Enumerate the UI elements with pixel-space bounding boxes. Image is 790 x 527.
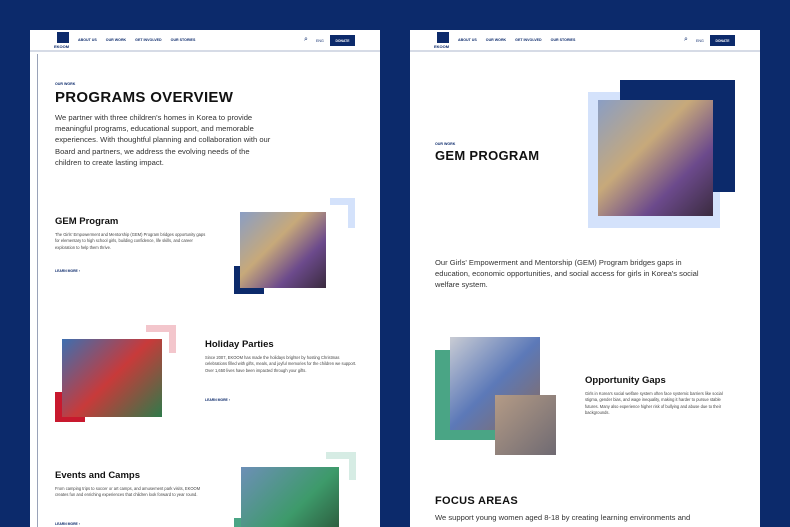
top-nav: [30, 30, 380, 52]
intro-text: We partner with three children's homes in Korea to provide meaningful programs, educational support, and memorable experiences. With thoughtful planning and collaboration with our Board and partners, we address the evolving needs of the children to create lasting impact.: [55, 113, 271, 167]
page-title: GEM PROGRAM: [435, 148, 540, 163]
decor-corner: [330, 198, 355, 228]
search-icon[interactable]: ⌕: [304, 36, 308, 43]
logo-text: EKOOM: [54, 44, 70, 49]
nav-about-us[interactable]: ABOUT US: [78, 38, 97, 42]
section-body: The Girls' Empowerment and Mentorship (GEM) Program bridges opportunity gaps for elementary to high school girls, building confidence, life skills, and career exploration to help them thrive.: [55, 232, 206, 250]
top-nav: [410, 30, 760, 52]
section-title: Holiday Parties: [205, 339, 274, 350]
intro-text: Our Girls' Empowerment and Mentorship (GEM) Program bridges gaps in education, economic opportunities, and social access for girls in Korea's social welfare system.: [435, 258, 699, 290]
section-body: Since 2007, EKOOM has made the holidays brighter by hosting Christmas celebrations filled with gifts, meals, and joyful memories for the children we support. Over 1,650 lives have been impacted through your gifts.: [205, 355, 357, 373]
holiday-party-photo: [62, 339, 162, 417]
donate-button[interactable]: DONATE: [710, 35, 735, 46]
search-icon[interactable]: ⌕: [684, 36, 688, 43]
logo-text: EKOOM: [434, 44, 450, 49]
gem-hero-photo: [598, 100, 713, 216]
nav-get-involved[interactable]: GET INVOLVED: [135, 38, 162, 42]
language-selector[interactable]: ENG: [696, 39, 704, 43]
nav-about-us[interactable]: ABOUT US: [458, 38, 477, 42]
nav-get-involved[interactable]: GET INVOLVED: [515, 38, 542, 42]
learn-more-link[interactable]: LEARN MORE ›: [205, 398, 230, 402]
focus-areas-text: We support young women aged 8-18 by creating learning environments and: [435, 513, 691, 522]
nav-our-stories[interactable]: OUR STORIES: [550, 38, 576, 42]
gem-program-photo: [240, 212, 326, 288]
section-body: From camping trips to soccer or art camps, and amusement park visits, EKOOM creates fun and enriching experiences that children look forward to year round.: [55, 486, 201, 498]
ekoom-logo[interactable]: [57, 32, 69, 43]
eyebrow: OUR WORK: [55, 82, 76, 86]
page-border: [37, 54, 38, 527]
eyebrow: OUR WORK: [435, 142, 456, 146]
nav-our-work[interactable]: OUR WORK: [105, 38, 127, 42]
nav-our-stories[interactable]: OUR STORIES: [170, 38, 196, 42]
ekoom-logo[interactable]: [437, 32, 449, 43]
page-title: PROGRAMS OVERVIEW: [55, 89, 234, 106]
section-body: Girls in Korea's social welfare system often face systemic barriers like social stigma, gender bias, and wage inequality, making it harder to pursue stable futures. Many also experience higher risk of bullying and abuse due to their backgrounds.: [585, 391, 723, 415]
gem-program-page: [410, 30, 760, 527]
gem-activity-photo-2: [495, 395, 556, 455]
section-title: GEM Program: [55, 216, 119, 227]
learn-more-link[interactable]: LEARN MORE ›: [55, 522, 80, 526]
learn-more-link[interactable]: LEARN MORE ›: [55, 269, 80, 273]
focus-areas-title: FOCUS AREAS: [435, 495, 518, 507]
section-title: Events and Camps: [55, 470, 140, 481]
section-title: Opportunity Gaps: [585, 375, 666, 386]
events-camps-photo: [241, 467, 339, 527]
language-selector[interactable]: ENG: [316, 39, 324, 43]
programs-overview-page: [30, 30, 380, 527]
nav-our-work[interactable]: OUR WORK: [485, 38, 507, 42]
donate-button[interactable]: DONATE: [330, 35, 355, 46]
